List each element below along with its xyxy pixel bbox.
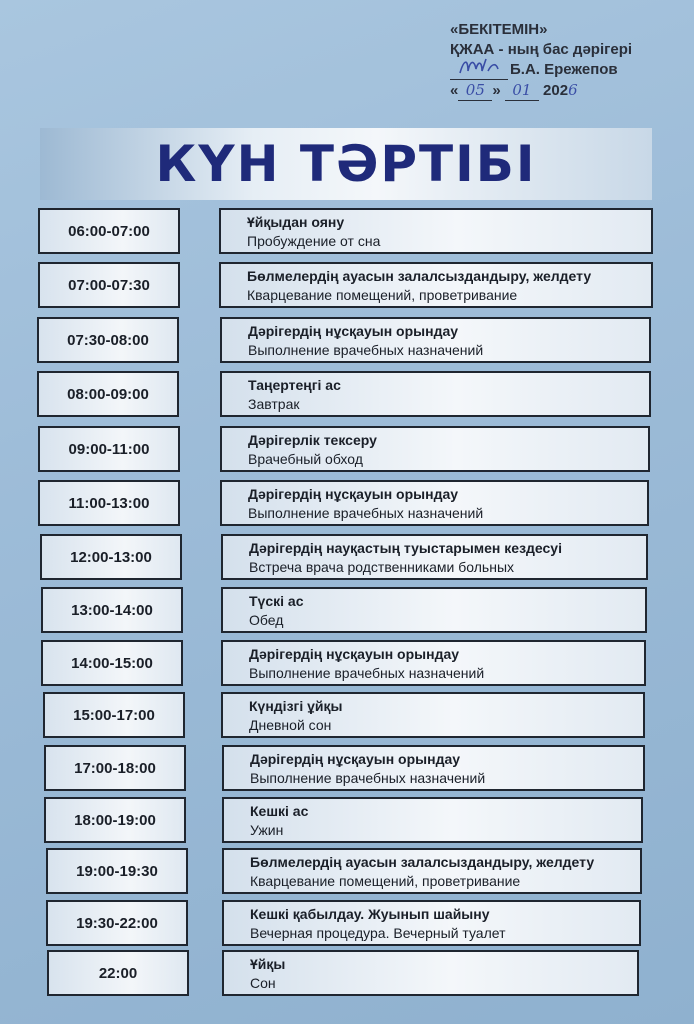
- activity-russian: Выполнение врачебных назначений: [248, 505, 484, 521]
- activity-cell: [221, 534, 648, 580]
- activity-kazakh: Кешкі қабылдау. Жуынып шайыну: [250, 906, 490, 922]
- date-month: 01: [505, 80, 539, 101]
- approval-heading: «БЕКІТЕМІН»: [450, 21, 548, 38]
- activity-kazakh: Бөлмелердің ауасын залалсыздандыру, желдету: [247, 268, 592, 284]
- activity-russian: Кварцевание помещений, проветривание: [247, 287, 518, 303]
- activity-russian: Выполнение врачебных назначений: [250, 770, 486, 786]
- date-day: 05: [458, 80, 492, 101]
- activity-cell: [220, 371, 651, 417]
- activity-cell: [221, 640, 646, 686]
- activity-russian: Встреча врача родственниками больных: [249, 559, 515, 575]
- activity-cell: [222, 745, 645, 791]
- date-year-hand: 6: [568, 81, 578, 99]
- activity-kazakh: Кешкі ас: [250, 803, 309, 819]
- time-cell: 14:00-15:00: [41, 640, 183, 686]
- activity-russian: Дневной сон: [249, 717, 332, 733]
- time-cell: 17:00-18:00: [44, 745, 186, 791]
- time-cell: 08:00-09:00: [37, 371, 179, 417]
- activity-russian: Выполнение врачебных назначений: [249, 665, 485, 681]
- time-cell: 07:30-08:00: [37, 317, 179, 363]
- handwritten-signature: [450, 61, 508, 80]
- time-cell: 11:00-13:00: [38, 480, 180, 526]
- activity-kazakh: Дәрігердің нұсқауын орындау: [248, 323, 459, 339]
- activity-kazakh: Дәрігердің нұсқауын орындау: [248, 486, 459, 502]
- activity-cell: [220, 426, 650, 472]
- activity-cell: [221, 587, 647, 633]
- time-cell: 15:00-17:00: [43, 692, 185, 738]
- activity-kazakh: Дәрігердің нұсқауын орындау: [250, 751, 461, 767]
- activity-cell: [219, 208, 653, 254]
- activity-kazakh: Бөлмелердің ауасын залалсыздандыру, желдету: [250, 854, 595, 870]
- activity-kazakh: Дәрігердің нұсқауын орындау: [249, 646, 460, 662]
- activity-cell: [222, 900, 641, 946]
- activity-russian: Врачебный обход: [248, 451, 363, 467]
- activity-cell: [222, 797, 643, 843]
- activity-cell: [220, 480, 649, 526]
- time-cell: 19:00-19:30: [46, 848, 188, 894]
- activity-russian: Сон: [250, 975, 276, 991]
- activity-kazakh: Ұйқы: [250, 956, 286, 972]
- activity-russian: Завтрак: [248, 396, 300, 412]
- time-cell: 13:00-14:00: [41, 587, 183, 633]
- activity-kazakh: Дәрігердің науқастың туыстарымен кездесуі: [249, 540, 562, 556]
- time-cell: 09:00-11:00: [38, 426, 180, 472]
- approval-position: ҚЖАА - ның бас дәрігері: [450, 41, 633, 58]
- activity-cell: [220, 317, 651, 363]
- activity-kazakh: Түскі ас: [249, 593, 304, 609]
- page-title: КҮН ТӘРТІБІ: [155, 135, 537, 193]
- activity-kazakh: Таңертеңгі ас: [248, 377, 341, 393]
- activity-russian: Вечерная процедура. Вечерный туалет: [250, 925, 506, 941]
- activity-cell: [222, 950, 639, 996]
- activity-russian: Обед: [249, 612, 284, 628]
- activity-kazakh: Ұйқыдан ояну: [247, 214, 345, 230]
- activity-russian: Кварцевание помещений, проветривание: [250, 873, 521, 889]
- approval-signatory: Б.А. Ережепов: [510, 61, 618, 78]
- activity-cell: [219, 262, 653, 308]
- time-cell: 12:00-13:00: [40, 534, 182, 580]
- activity-cell: [221, 692, 645, 738]
- title-banner: [40, 128, 652, 200]
- activity-cell: [222, 848, 642, 894]
- time-cell: 06:00-07:00: [38, 208, 180, 254]
- approval-stamp: [450, 20, 690, 101]
- activity-russian: Ужин: [250, 822, 284, 838]
- approval-date: « 05 » 01 2026: [450, 81, 578, 99]
- time-cell: 07:00-07:30: [38, 262, 180, 308]
- time-cell: 22:00: [47, 950, 189, 996]
- activity-russian: Выполнение врачебных назначений: [248, 342, 484, 358]
- activity-kazakh: Күндізгі ұйқы: [249, 698, 343, 714]
- date-year: 202: [543, 82, 569, 99]
- activity-russian: Пробуждение от сна: [247, 233, 381, 249]
- time-cell: 19:30-22:00: [46, 900, 188, 946]
- activity-kazakh: Дәрігерлік тексеру: [248, 432, 377, 448]
- approval-signature-line: [450, 60, 690, 80]
- time-cell: 18:00-19:00: [44, 797, 186, 843]
